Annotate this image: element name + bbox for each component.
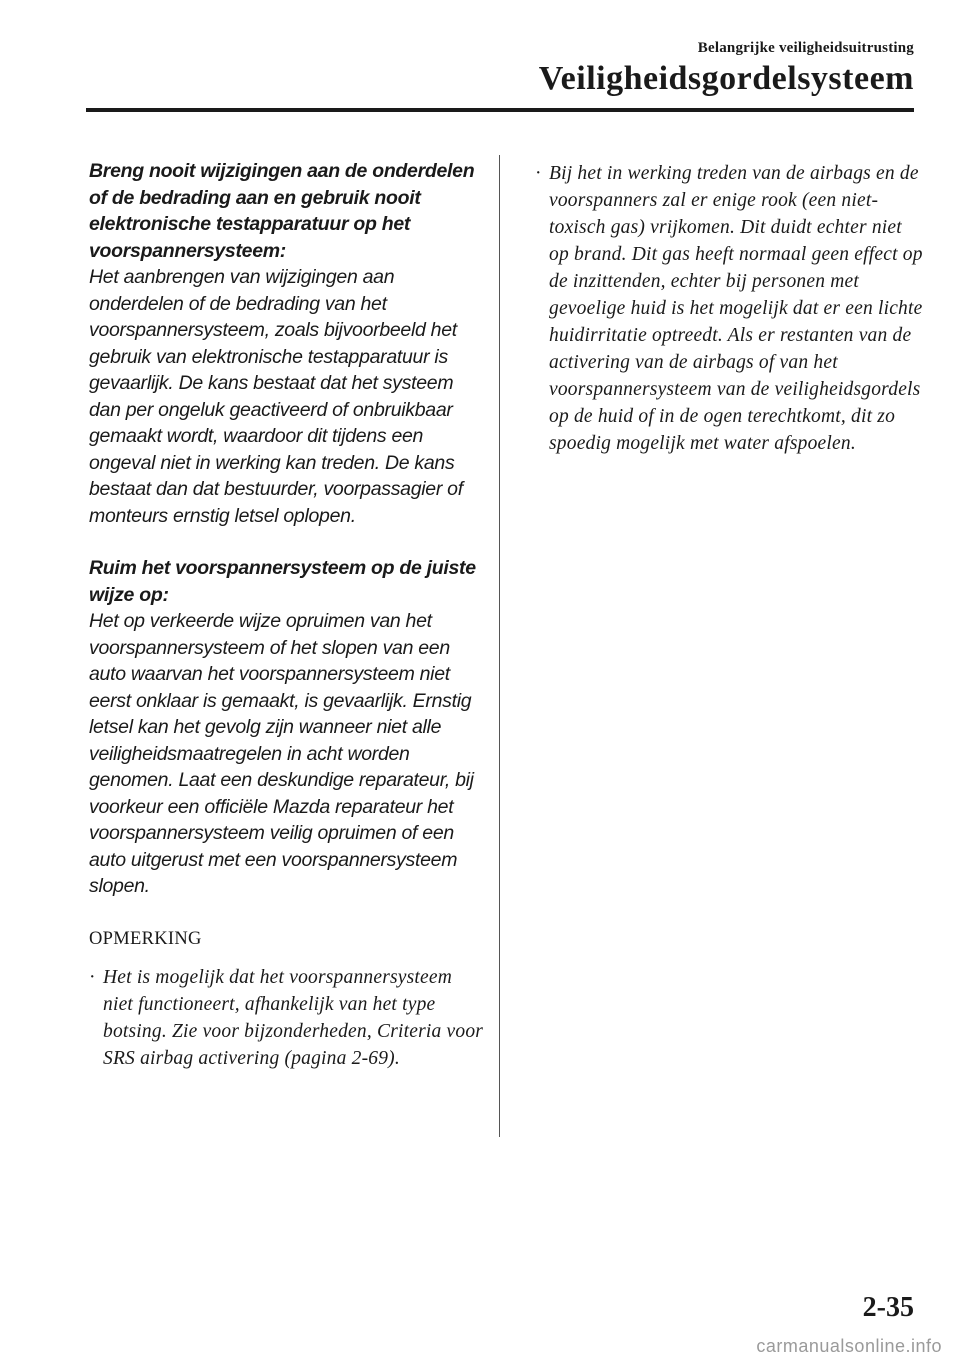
note-item [535, 160, 925, 457]
warning-block [89, 555, 484, 900]
right-column [535, 160, 925, 457]
left-column [89, 158, 484, 1072]
column-divider [499, 155, 500, 1137]
note-heading: OPMERKING [89, 928, 202, 949]
warning-body: Het aanbrengen van wijzigingen aan onderdelen of de bedrading van het voorspannersysteem, zoals bijvoorbeeld het gebruik van elektronische testapparatuur is gevaarlijk. De kans bestaat dat het systeem dan per ongeluk geactiveerd of onbruikbaar gemaakt wordt, waardoor dit tijdens een ongeval niet in werking kan treden. De kans bestaat dan dat bestuurder, voorpassagier of monteurs ernstig letsel oplopen. [89, 266, 463, 527]
bullet-icon: · [89, 967, 96, 988]
section-header: Belangrijke veiligheidsuitrusting [697, 40, 914, 56]
note-text: Bij het in werking treden van de airbags en de voorspanners zal er enige rook (een niet-toxisch gas) vrijkomen. Dit duidt echter niet op brand. Dit gas heeft normaal geen effect op de inzittenden, echter bij personen met gevoelige huid is het mogelijk dat er een lichte huidirritatie optreedt. Als er restanten van de activering van de airbags of van het voorspannersysteem van de veiligheidsgordels op de huid of in de ogen terechtkomt, dit zo spoedig mogelijk met water afspoelen. [549, 163, 923, 454]
warning-body: Het op verkeerde wijze opruimen van het voorspannersysteem of het slopen van een auto waarvan het voorspannersysteem niet eerst onklaar is gemaakt, is gevaarlijk. Ernstig letsel kan het gevolg zijn wanneer niet alle veiligheidsmaatregelen in acht worden genomen. Laat een deskundige reparateur, bij voorkeur een officiële Mazda reparateur het voorspannersysteem veilig opruimen of een auto uitgerust met een voorspannersysteem slopen. [89, 610, 474, 897]
header-rule [86, 108, 914, 112]
warning-heading: Ruim het voorspannersysteem op de juiste wijze op: [89, 557, 476, 606]
warning-block [89, 158, 484, 529]
note-list [535, 160, 925, 457]
page-number: 2-35 [862, 1292, 914, 1323]
warning-heading: Breng nooit wijzigingen aan de onderdelen of de bedrading aan en gebruik nooit elektronische testapparatuur op het voorspannersysteem: [89, 160, 475, 262]
note-text: Het is mogelijk dat het voorspannersysteem niet functioneert, afhankelijk van het type botsing. Zie voor bijzonderheden, Criteria voor SRS airbag activering (pagina 2-69). [103, 967, 484, 1069]
note-item [89, 964, 484, 1072]
watermark-link[interactable]: carmanualsonline.info [756, 1336, 942, 1356]
note-list [89, 964, 484, 1072]
page-title: Veiligheidsgordelsysteem [538, 60, 914, 97]
bullet-icon: · [535, 163, 542, 184]
